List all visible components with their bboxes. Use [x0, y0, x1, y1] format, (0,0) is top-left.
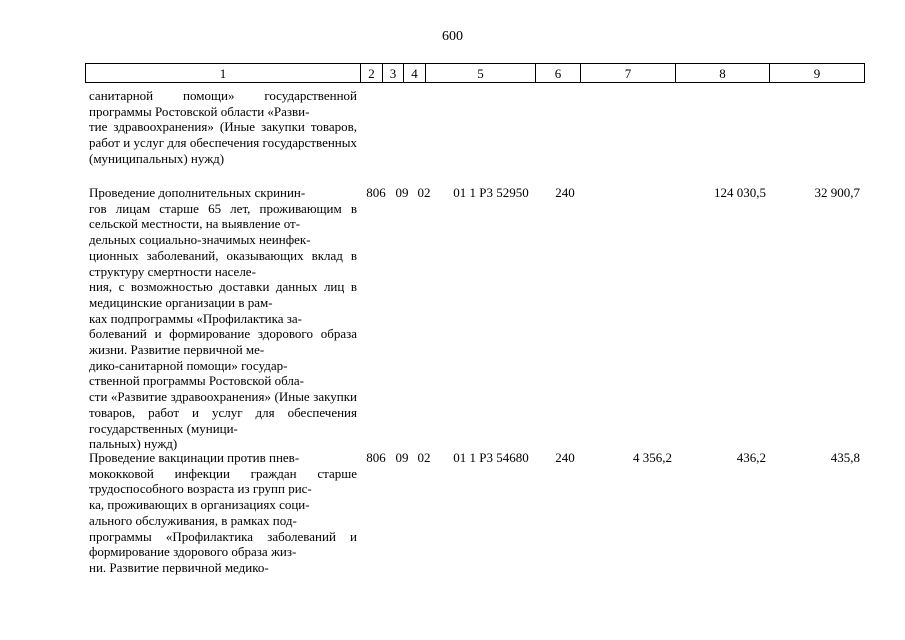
header-col-9: 9	[770, 63, 865, 83]
row-description: санитарной помощи» государственной программы Ростовской области «Разви- тие здравоохранения» (Иные закупки товаров, работ и услуг для обеспечения государственных (муниципальных) нужд)	[89, 88, 357, 166]
row-description: Проведение дополнительных скринин- гов лицам старше 65 лет, проживающим в сельской местности, на выявление от- дельных социально-значимых неинфек- ционных заболеваний, оказывающих вклад в структуру смертности населе- ния, с возможностью доставки данных лиц в медицинские организации в рам- ках подпрограммы «Профилактика за- болеваний и формирование здорового образа жизни. Развитие первичной ме- дико-санитарной помощи» государ- ственной программы Ростовской обла- сти «Развитие здравоохранения» (Иные закупки товаров, работ и услуг для обеспечения государственных (муници- пальных) нужд)	[89, 185, 357, 452]
header-col-6: 6	[536, 63, 581, 83]
row-amount-col9: 435,8	[830, 450, 860, 465]
header-col-2: 2	[361, 63, 383, 83]
row-amount-col8: 124 030,5	[714, 185, 766, 200]
row-ministry-code: 806	[366, 450, 386, 465]
header-col-4: 4	[404, 63, 426, 83]
row-subsection-code: 02	[417, 450, 431, 465]
header-col-8: 8	[676, 63, 770, 83]
row-subsection-code: 02	[417, 185, 431, 200]
row-section-code: 09	[395, 450, 409, 465]
budget-table	[85, 63, 865, 575]
row-ministry-code: 806	[366, 185, 386, 200]
row-expense-type: 240	[555, 185, 575, 200]
row-target-article: 01 1 Р3 52950	[453, 185, 529, 200]
table-header-row	[85, 63, 865, 83]
row-expense-type: 240	[555, 450, 575, 465]
row-amount-col7: 4 356,2	[633, 450, 672, 465]
header-col-5: 5	[426, 63, 536, 83]
header-col-1: 1	[85, 63, 361, 83]
row-target-article: 01 1 Р3 54680	[453, 450, 529, 465]
row-amount-col9: 32 900,7	[814, 185, 860, 200]
row-description: Проведение вакцинации против пнев- мококковой инфекции граждан старше трудоспособного возраста из групп рис- ка, проживающих в организациях соци- ального обслуживания, в рамках под- программы «Профилактика заболеваний и формирование здорового образа жиз- ни. Развитие первичной медико-	[89, 450, 357, 575]
header-col-7: 7	[581, 63, 676, 83]
header-col-3: 3	[383, 63, 404, 83]
row-amount-col8: 436,2	[736, 450, 766, 465]
row-section-code: 09	[395, 185, 409, 200]
page-number: 600	[442, 29, 463, 44]
